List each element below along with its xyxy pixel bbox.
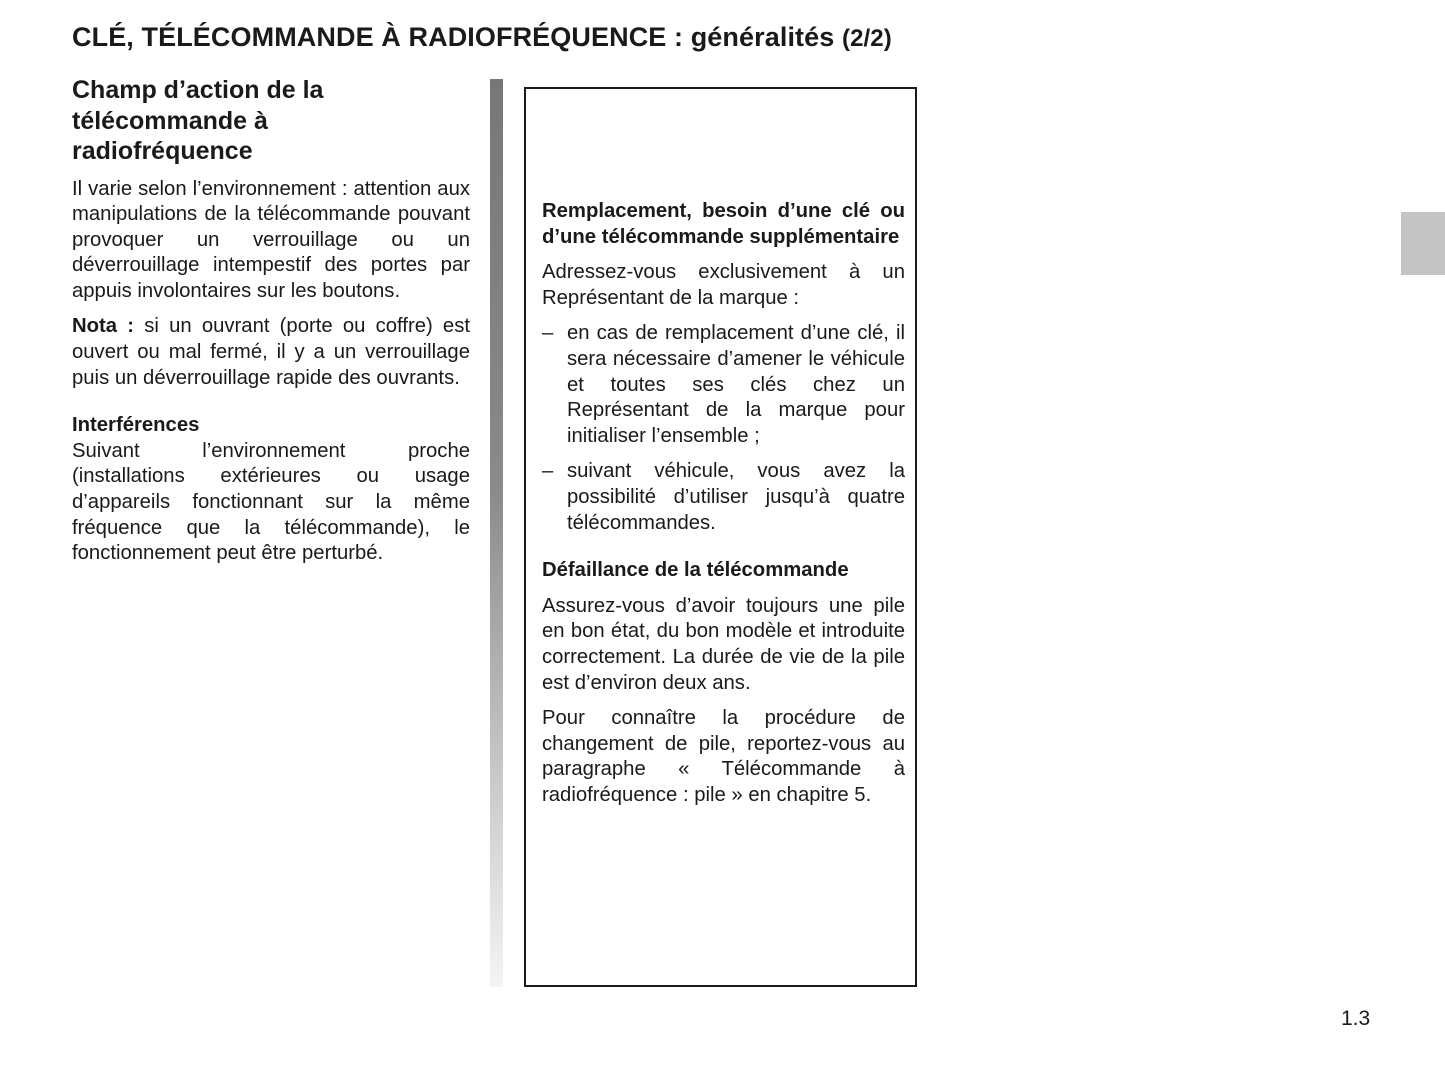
interferences-paragraph: Suivant l’environnement proche (installations extérieures ou usage d’appareils fonctionnant sur la même fréquence que la télécommande), le fonctionnement peut être perturbé. [72, 439, 470, 565]
nota-label: Nota : [72, 315, 135, 338]
dash-bullet: – [542, 322, 554, 345]
list-item [542, 459, 905, 536]
page-title-suffix: (2/2) [841, 25, 892, 52]
page-title-main: CLÉ, TÉLÉCOMMANDE À RADIOFRÉQUENCE : généralités [72, 22, 835, 52]
section-heading: Champ d’action de la télécommande à radiofréquence [72, 76, 324, 165]
battery-change-paragraph: Pour connaître la procédure de changement de pile, reportez-vous au paragraphe « Télécommande à radiofréquence : pile » en chapitre 5. [542, 707, 905, 806]
list-item-text: suivant véhicule, vous avez la possibilité d’utiliser jusqu’à quatre télécommandes. [567, 460, 905, 534]
info-box [524, 87, 917, 987]
gradient-divider [490, 79, 503, 987]
list-item [542, 321, 905, 449]
page-title [72, 22, 892, 53]
replacement-heading: Remplacement, besoin d’une clé ou d’une télécommande supplémentaire [542, 200, 905, 248]
interferences-heading: Interférences [72, 414, 200, 437]
nota-text: si un ouvrant (porte ou coffre) est ouvert ou mal fermé, il y a un verrouillage puis un déverrouillage rapide des ouvrants. [72, 315, 470, 389]
nota-paragraph [72, 314, 470, 391]
failure-heading: Défaillance de la télécommande [542, 559, 849, 582]
dash-bullet: – [542, 460, 554, 483]
left-column [72, 75, 470, 577]
list-item-text: en cas de remplacement d’une clé, il sera nécessaire d’amener le véhicule et toutes ses clés chez un Représentant de la marque pour initialiser l’ensemble ; [567, 322, 905, 447]
range-paragraph: Il varie selon l’environnement : attention aux manipulations de la télécommande pouvant provoquer un verrouillage ou un déverrouillage intempestif des portes par appuis involontaires sur les boutons. [72, 177, 470, 302]
battery-paragraph: Assurez-vous d’avoir toujours une pile en bon état, du bon modèle et introduite correctement. La durée de vie de la pile est d’environ deux ans. [542, 594, 905, 694]
replacement-intro: Adressez-vous exclusivement à un Représentant de la marque : [542, 261, 905, 309]
chapter-tab [1401, 212, 1445, 275]
info-box-content [542, 199, 905, 818]
page-number: 1.3 [1341, 1007, 1371, 1030]
